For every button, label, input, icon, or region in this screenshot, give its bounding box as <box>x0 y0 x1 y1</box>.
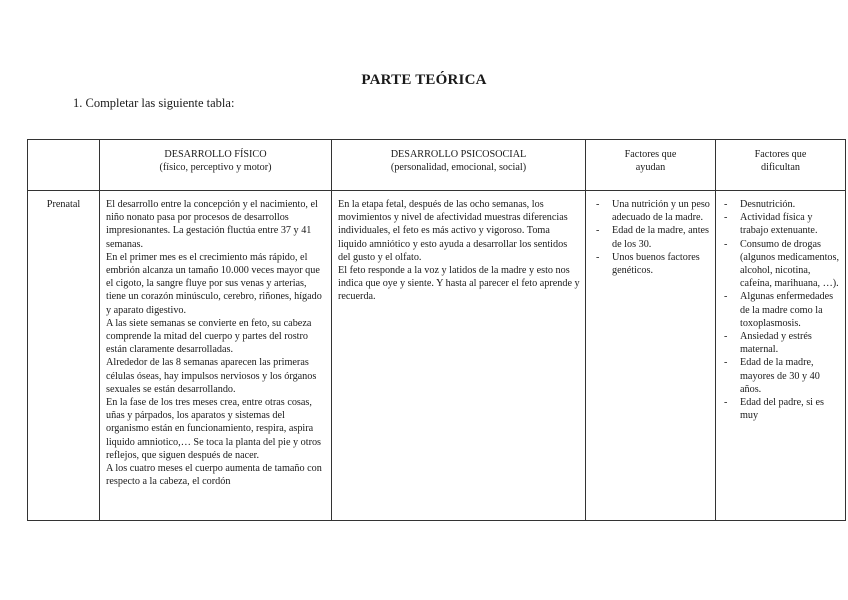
dificultan-cell <box>716 191 846 521</box>
list-item: - Edad de la madre, mayores de 30 y 40 años. <box>716 356 841 396</box>
paragraph: A los cuatro meses el cuerpo aumenta de tamaño con respecto a la cabeza, el cordón <box>106 463 322 488</box>
paragraph: A las siete semanas se convierte en feto, su cabeza comprende la mitad del cuerpo y partes del rostro están claramente desarrolladas. <box>106 317 312 356</box>
header-line: Factores que <box>624 149 677 160</box>
list-item: - Actividad física y trabajo extenuante. <box>716 211 841 237</box>
dificultan-list <box>716 191 845 422</box>
header-line: (físico, perceptivo y motor) <box>159 162 272 174</box>
header-stage <box>28 140 100 191</box>
paragraph: Alrededor de las 8 semanas aparecen las primeras células óseas, hay impulsos nerviosos y los órganos sexuales se están desarrollando. <box>106 357 317 395</box>
header-line: (personalidad, emocional, social) <box>390 162 527 174</box>
paragraph: El desarrollo entre la concepción y el nacimiento, el niño nonato pasa por procesos de desarrollos impresionantes. La gestación fluctúa entre 37 y 41 semanas. <box>106 199 318 250</box>
header-line: Factores que <box>754 149 807 160</box>
header-line <box>28 140 99 148</box>
header-desarrollo-fisico <box>100 140 332 191</box>
paragraph: El feto responde a la voz y latidos de la madre y esto nos indica que oye y siente. Y hasta al parecer el feto aprende y recuerda. <box>338 265 580 303</box>
fisico-cell <box>100 191 332 521</box>
psicosocial-cell <box>332 191 586 521</box>
development-table <box>27 139 846 521</box>
list-item: - Edad del padre, si es muy <box>716 396 841 422</box>
header-desarrollo-psicosocial <box>332 140 586 191</box>
instruction-text: 1. Completar las siguiente tabla: <box>73 96 235 110</box>
table-header-row <box>28 140 846 191</box>
list-item: - Unos buenos factores genéticos. <box>586 251 711 277</box>
header-factores-dificultan <box>716 140 846 191</box>
list-item: - Una nutrición y un peso adecuado de la madre. <box>586 198 711 224</box>
header-line: ayudan <box>635 162 666 174</box>
header-line: DESARROLLO PSICOSOCIAL <box>390 149 527 160</box>
list-item: - Algunas enfermedades de la madre como la toxoplasmosis. <box>716 290 841 330</box>
list-item: - Edad de la madre, antes de los 30. <box>586 224 711 250</box>
table-row <box>28 191 846 521</box>
paragraph: En la fase de los tres meses crea, entre otras cosas, uñas y párpados, los aparatos y sistemas del organismo están en funcionamiento, respira, aspira liquido amniotico,… Se toca la planta del pie y otros reflejos, que siguen después de nacer. <box>106 397 322 461</box>
header-factores-ayudan <box>586 140 716 191</box>
list-item: - Desnutrición. <box>716 198 841 211</box>
paragraph: En el primer mes es el crecimiento más rápido, el embrión alcanza un tamaño 10.000 veces mayor que el cigoto, la sangre fluye por sus venas y arterias, tiene un corazón minúsculo, cerebro, riñones, hígado y aparato digestivo. <box>106 251 322 316</box>
ayudan-cell <box>586 191 716 521</box>
header-line: dificultan <box>760 162 801 174</box>
list-item: - Consumo de drogas (algunos medicamentos, alcohol, nicotina, cafeína, marihuana, …). <box>716 238 841 291</box>
list-item: - Ansiedad y estrés maternal. <box>716 330 841 356</box>
ayudan-list <box>586 191 715 277</box>
stage-cell: Prenatal <box>28 191 100 521</box>
header-line: DESARROLLO FÍSICO <box>164 149 267 160</box>
paragraph: En la etapa fetal, después de las ocho semanas, los movimientos y nivel de afectividad muestras diferencias individuales, el feto es más activo y vigoroso. Toma liquido amniótico y esto ayuda a desarrollar los sentidos del gusto y el olfato. <box>338 199 568 263</box>
page-title: PARTE TEÓRICA <box>361 72 487 88</box>
